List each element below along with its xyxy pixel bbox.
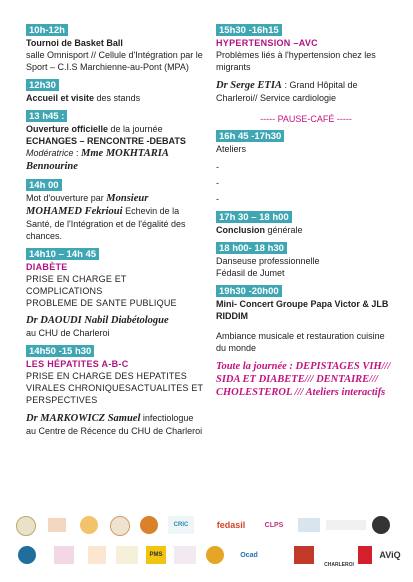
- speaker-name: Monsieur MOHAMED Fekrioui: [26, 193, 149, 217]
- event-text: Problèmes liés à l'hypertension chez les migrants: [216, 50, 376, 72]
- event-text: de la journée: [108, 124, 163, 134]
- topic-title: HYPERTENSION –AVC: [216, 38, 318, 48]
- topic-title: LES HÉPATITES A-B-C: [26, 359, 129, 369]
- list-dash: -: [216, 178, 219, 188]
- partner-logo: [294, 546, 314, 564]
- partner-logo: [116, 546, 138, 564]
- time-tag: 12h30: [26, 79, 59, 91]
- time-tag: 10h-12h: [26, 24, 68, 36]
- topic-line: PRISE EN CHARGE ET COMPLICATIONS: [26, 274, 127, 296]
- program-block: [26, 79, 204, 104]
- program-block: [216, 211, 396, 236]
- moderator-label: Modératrice: [26, 148, 74, 158]
- time-tag: 13 h45 :: [26, 110, 67, 122]
- program-block: [26, 110, 204, 173]
- right-column: [216, 24, 396, 399]
- program-block: [216, 242, 396, 279]
- partner-logo: [372, 516, 390, 534]
- speaker-role: Echevin de la Santé, de l'Intégration et de l'égalité des chances.: [26, 206, 186, 241]
- speaker-place: au CHU de Charleroi: [26, 328, 110, 338]
- event-text: des stands: [94, 93, 141, 103]
- speaker-place: infectiologue au Centre de Récence du CHU de Charleroi: [26, 413, 203, 436]
- partner-logo: [110, 516, 130, 536]
- partner-logo: [174, 546, 196, 564]
- event-text: Mot d'ouverture par: [26, 193, 107, 203]
- partner-logo: [206, 546, 224, 564]
- partner-logo: [54, 546, 74, 564]
- partner-logo: AViQ: [379, 550, 401, 560]
- event-subtitle: ECHANGES – RENCONTRE -DEBATS: [26, 136, 186, 146]
- time-tag: 17h 30 – 18 h00: [216, 211, 292, 223]
- topic-line: PROBLEME DE SANTE PUBLIQUE: [26, 298, 177, 308]
- time-tag: 19h30 -20h00: [216, 285, 282, 297]
- partner-logo: [88, 546, 106, 564]
- event-title: Mini- Concert Groupe Papa Victor & JLB RIDDIM: [216, 299, 389, 321]
- partner-logo: CHARLEROI: [324, 562, 354, 568]
- time-tag: 18 h00- 18 h30: [216, 242, 287, 254]
- partner-logo: [358, 546, 372, 564]
- pause-cafe-label: ----- PAUSE-CAFÉ -----: [260, 114, 352, 124]
- program-block: [216, 130, 396, 205]
- time-tag: 16h 45 -17h30: [216, 130, 284, 142]
- event-text: Danseuse professionnelle: [216, 256, 320, 266]
- event-title: Tournoi de Basket Ball: [26, 38, 123, 48]
- partner-logo: Ocad: [240, 551, 258, 559]
- program-block: [216, 24, 396, 104]
- program-block: [26, 179, 204, 242]
- partner-logo: [80, 516, 98, 534]
- speaker-name: Dr Serge ETIA: [216, 80, 282, 91]
- program-block: [26, 248, 204, 339]
- event-title: Accueil et visite: [26, 93, 95, 103]
- event-text: Ambiance musicale et restauration cuisine du monde: [216, 331, 385, 353]
- moderator-name: Mme MOKHTARIA Bennourine: [26, 148, 169, 172]
- closing-note: Toute la journée : DEPISTAGES VIH/// SIDA ET DIABETE/// DENTAIRE/// CHOLESTEROL /// Ateliers interactifs: [216, 361, 391, 398]
- partner-logo: [16, 516, 36, 536]
- list-dash: -: [216, 162, 219, 172]
- partner-logo: [326, 520, 366, 530]
- event-text: générale: [265, 225, 303, 235]
- partner-logo: CRIC: [168, 516, 194, 534]
- partner-logo: fedasil: [216, 520, 246, 530]
- topic-line: PRISE EN CHARGE DES HEPATITES VIRALES CHRONIQUESACTUALITES ET PERSPECTIVES: [26, 371, 204, 405]
- partner-logo: CLPS: [264, 521, 284, 529]
- time-tag: 14h10 – 14h 45: [26, 248, 99, 260]
- left-column: [26, 24, 204, 443]
- speaker-place: : Grand Hôpital de Charleroi// Service cardiologie: [216, 80, 358, 103]
- event-text: salle Omnisport // Cellule d'Intégration par le Sport – C.I.S Marchienne-au-Pont (MPA): [26, 50, 203, 72]
- partner-logo: [298, 518, 320, 532]
- partner-logo: [140, 516, 158, 534]
- time-tag: 14h50 -15 h30: [26, 345, 94, 357]
- event-title: Conclusion: [216, 225, 265, 235]
- partner-logos: [8, 512, 408, 576]
- topic-title: DIABÈTE: [26, 262, 68, 272]
- event-title: Ouverture officielle: [26, 124, 109, 134]
- partner-logo: [18, 546, 36, 564]
- partner-logo: PMS: [146, 546, 166, 564]
- time-tag: 14h 00: [26, 179, 62, 191]
- list-dash: -: [216, 194, 219, 204]
- event-text: Ateliers: [216, 144, 247, 154]
- program-block: [26, 24, 204, 73]
- program-block: [26, 345, 204, 437]
- program-block: [216, 285, 396, 354]
- partner-logo: [48, 518, 66, 532]
- separator: :: [73, 148, 82, 158]
- time-tag: 15h30 -16h15: [216, 24, 282, 36]
- speaker-name: Dr MARKOWICZ Samuel: [26, 413, 141, 424]
- event-text: Fédasil de Jumet: [216, 268, 285, 278]
- speaker-name: Dr DAOUDI Nabil Diabétologue: [26, 315, 169, 326]
